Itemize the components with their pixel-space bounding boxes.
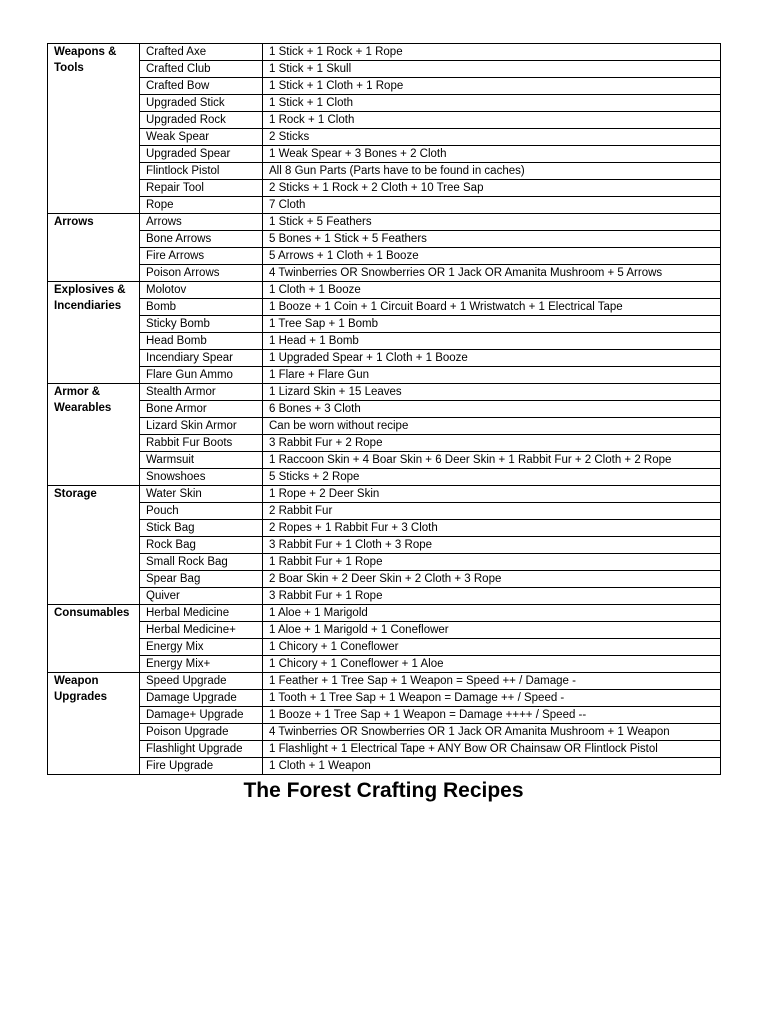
- table-row: [48, 605, 721, 622]
- table-row: [48, 299, 721, 316]
- item-cell: Water Skin: [140, 486, 263, 503]
- item-cell: Bone Armor: [140, 401, 263, 418]
- item-cell: Damage Upgrade: [140, 690, 263, 707]
- table-row: [48, 622, 721, 639]
- recipe-cell: 3 Rabbit Fur + 2 Rope: [263, 435, 721, 452]
- item-cell: Fire Upgrade: [140, 758, 263, 775]
- recipe-cell: 1 Flare + Flare Gun: [263, 367, 721, 384]
- table-row: [48, 707, 721, 724]
- item-cell: Speed Upgrade: [140, 673, 263, 690]
- table-row: [48, 639, 721, 656]
- recipe-cell: 1 Booze + 1 Coin + 1 Circuit Board + 1 Wristwatch + 1 Electrical Tape: [263, 299, 721, 316]
- recipe-cell: Can be worn without recipe: [263, 418, 721, 435]
- recipe-cell: 1 Raccoon Skin + 4 Boar Skin + 6 Deer Skin + 1 Rabbit Fur + 2 Cloth + 2 Rope: [263, 452, 721, 469]
- item-cell: Upgraded Spear: [140, 146, 263, 163]
- item-cell: Lizard Skin Armor: [140, 418, 263, 435]
- item-cell: Sticky Bomb: [140, 316, 263, 333]
- item-cell: Upgraded Rock: [140, 112, 263, 129]
- recipe-cell: 1 Stick + 1 Cloth + 1 Rope: [263, 78, 721, 95]
- item-cell: Repair Tool: [140, 180, 263, 197]
- item-cell: Snowshoes: [140, 469, 263, 486]
- item-cell: Incendiary Spear: [140, 350, 263, 367]
- recipe-cell: 1 Rope + 2 Deer Skin: [263, 486, 721, 503]
- item-cell: Stealth Armor: [140, 384, 263, 401]
- table-row: [48, 180, 721, 197]
- recipe-cell: 2 Ropes + 1 Rabbit Fur + 3 Cloth: [263, 520, 721, 537]
- table-row: [48, 44, 721, 61]
- item-cell: Flintlock Pistol: [140, 163, 263, 180]
- table-row: [48, 316, 721, 333]
- table-row: [48, 146, 721, 163]
- recipe-cell: 1 Cloth + 1 Weapon: [263, 758, 721, 775]
- recipe-cell: 1 Tooth + 1 Tree Sap + 1 Weapon = Damage ++ / Speed -: [263, 690, 721, 707]
- recipe-cell: 1 Flashlight + 1 Electrical Tape + ANY Bow OR Chainsaw OR Flintlock Pistol: [263, 741, 721, 758]
- item-cell: Rope: [140, 197, 263, 214]
- category-cell: Consumables: [48, 605, 140, 673]
- table-row: [48, 520, 721, 537]
- recipe-cell: 1 Aloe + 1 Marigold: [263, 605, 721, 622]
- recipe-cell: 5 Arrows + 1 Cloth + 1 Booze: [263, 248, 721, 265]
- recipe-cell: 5 Bones + 1 Stick + 5 Feathers: [263, 231, 721, 248]
- item-cell: Crafted Axe: [140, 44, 263, 61]
- table-row: [48, 367, 721, 384]
- table-row: [48, 486, 721, 503]
- item-cell: Bone Arrows: [140, 231, 263, 248]
- recipe-cell: 1 Cloth + 1 Booze: [263, 282, 721, 299]
- recipe-cell: 4 Twinberries OR Snowberries OR 1 Jack OR Amanita Mushroom + 1 Weapon: [263, 724, 721, 741]
- recipe-cell: 2 Sticks + 1 Rock + 2 Cloth + 10 Tree Sap: [263, 180, 721, 197]
- item-cell: Spear Bag: [140, 571, 263, 588]
- table-row: [48, 384, 721, 401]
- recipe-cell: 3 Rabbit Fur + 1 Cloth + 3 Rope: [263, 537, 721, 554]
- table-row: [48, 418, 721, 435]
- table-row: [48, 503, 721, 520]
- table-row: [48, 690, 721, 707]
- item-cell: Head Bomb: [140, 333, 263, 350]
- recipe-cell: 4 Twinberries OR Snowberries OR 1 Jack OR Amanita Mushroom + 5 Arrows: [263, 265, 721, 282]
- recipe-cell: 1 Stick + 1 Cloth: [263, 95, 721, 112]
- page-title: The Forest Crafting Recipes: [243, 779, 524, 802]
- category-cell: Storage: [48, 486, 140, 605]
- table-row: [48, 78, 721, 95]
- item-cell: Flare Gun Ammo: [140, 367, 263, 384]
- category-cell: Arrows: [48, 214, 140, 282]
- recipe-cell: 1 Feather + 1 Tree Sap + 1 Weapon = Speed ++ / Damage -: [263, 673, 721, 690]
- item-cell: Energy Mix+: [140, 656, 263, 673]
- table-row: [48, 401, 721, 418]
- recipe-cell: 1 Chicory + 1 Coneflower + 1 Aloe: [263, 656, 721, 673]
- recipes-table: [47, 43, 721, 775]
- recipe-cell: 1 Stick + 1 Skull: [263, 61, 721, 78]
- item-cell: Crafted Bow: [140, 78, 263, 95]
- recipe-cell: 7 Cloth: [263, 197, 721, 214]
- table-row: [48, 265, 721, 282]
- table-row: [48, 163, 721, 180]
- category-cell: Weapons & Tools: [48, 44, 140, 214]
- recipe-cell: 1 Weak Spear + 3 Bones + 2 Cloth: [263, 146, 721, 163]
- item-cell: Arrows: [140, 214, 263, 231]
- table-row: [48, 231, 721, 248]
- item-cell: Molotov: [140, 282, 263, 299]
- item-cell: Weak Spear: [140, 129, 263, 146]
- recipe-cell: 1 Tree Sap + 1 Bomb: [263, 316, 721, 333]
- table-row: [48, 758, 721, 775]
- recipe-cell: 5 Sticks + 2 Rope: [263, 469, 721, 486]
- item-cell: Herbal Medicine+: [140, 622, 263, 639]
- item-cell: Energy Mix: [140, 639, 263, 656]
- table-row: [48, 350, 721, 367]
- recipe-cell: 1 Aloe + 1 Marigold + 1 Coneflower: [263, 622, 721, 639]
- item-cell: Fire Arrows: [140, 248, 263, 265]
- recipe-cell: 1 Lizard Skin + 15 Leaves: [263, 384, 721, 401]
- item-cell: Damage+ Upgrade: [140, 707, 263, 724]
- table-row: [48, 469, 721, 486]
- item-cell: Crafted Club: [140, 61, 263, 78]
- table-row: [48, 248, 721, 265]
- table-row: [48, 95, 721, 112]
- item-cell: Flashlight Upgrade: [140, 741, 263, 758]
- table-row: [48, 214, 721, 231]
- recipe-cell: 1 Upgraded Spear + 1 Cloth + 1 Booze: [263, 350, 721, 367]
- table-row: [48, 197, 721, 214]
- table-row: [48, 656, 721, 673]
- table-row: [48, 282, 721, 299]
- table-row: [48, 554, 721, 571]
- table-row: [48, 741, 721, 758]
- recipe-cell: 3 Rabbit Fur + 1 Rope: [263, 588, 721, 605]
- recipe-cell: 1 Stick + 5 Feathers: [263, 214, 721, 231]
- recipe-cell: 2 Rabbit Fur: [263, 503, 721, 520]
- table-row: [48, 435, 721, 452]
- table-row: [48, 129, 721, 146]
- table-row: [48, 571, 721, 588]
- table-row: [48, 333, 721, 350]
- item-cell: Small Rock Bag: [140, 554, 263, 571]
- item-cell: Pouch: [140, 503, 263, 520]
- item-cell: Stick Bag: [140, 520, 263, 537]
- category-cell: Armor & Wearables: [48, 384, 140, 486]
- recipe-cell: 1 Rabbit Fur + 1 Rope: [263, 554, 721, 571]
- item-cell: Poison Upgrade: [140, 724, 263, 741]
- item-cell: Rabbit Fur Boots: [140, 435, 263, 452]
- recipe-cell: 6 Bones + 3 Cloth: [263, 401, 721, 418]
- table-row: [48, 537, 721, 554]
- recipe-cell: 1 Head + 1 Bomb: [263, 333, 721, 350]
- item-cell: Warmsuit: [140, 452, 263, 469]
- item-cell: Upgraded Stick: [140, 95, 263, 112]
- item-cell: Quiver: [140, 588, 263, 605]
- table-row: [48, 673, 721, 690]
- recipe-cell: 1 Chicory + 1 Coneflower: [263, 639, 721, 656]
- category-cell: Weapon Upgrades: [48, 673, 140, 775]
- recipe-cell: 2 Sticks: [263, 129, 721, 146]
- table-row: [48, 61, 721, 78]
- recipe-cell: 2 Boar Skin + 2 Deer Skin + 2 Cloth + 3 Rope: [263, 571, 721, 588]
- item-cell: Poison Arrows: [140, 265, 263, 282]
- recipes-table-body: [48, 44, 721, 775]
- recipe-cell: 1 Booze + 1 Tree Sap + 1 Weapon = Damage ++++ / Speed --: [263, 707, 721, 724]
- item-cell: Rock Bag: [140, 537, 263, 554]
- table-row: [48, 112, 721, 129]
- table-row: [48, 588, 721, 605]
- recipe-cell: 1 Stick + 1 Rock + 1 Rope: [263, 44, 721, 61]
- item-cell: Bomb: [140, 299, 263, 316]
- category-cell: Explosives & Incendiaries: [48, 282, 140, 384]
- recipe-cell: All 8 Gun Parts (Parts have to be found in caches): [263, 163, 721, 180]
- table-row: [48, 452, 721, 469]
- table-row: [48, 724, 721, 741]
- item-cell: Herbal Medicine: [140, 605, 263, 622]
- recipe-cell: 1 Rock + 1 Cloth: [263, 112, 721, 129]
